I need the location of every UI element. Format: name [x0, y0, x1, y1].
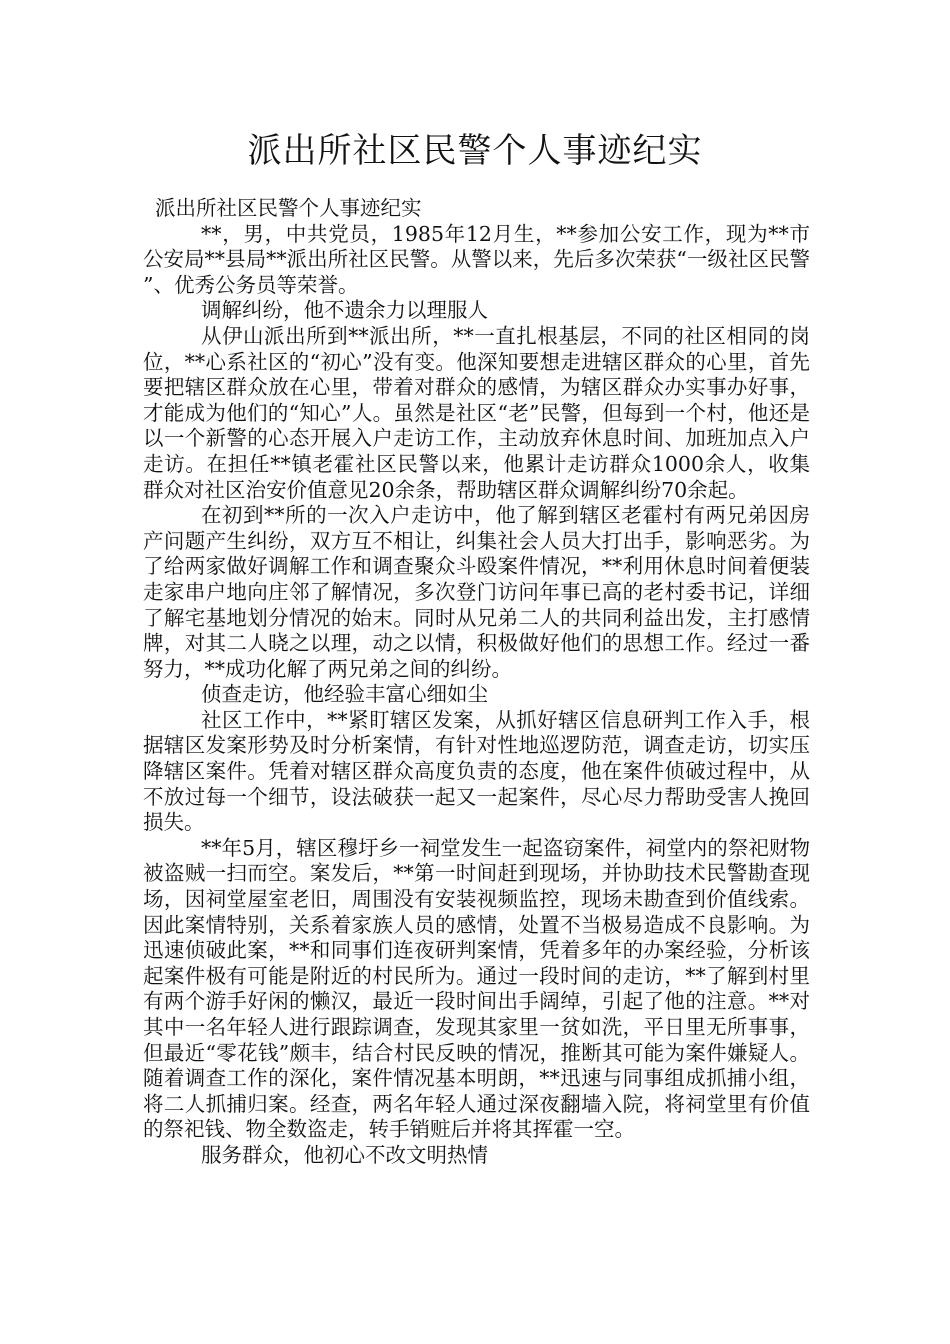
paragraph-mediation-community: 从伊山派出所到**派出所，**一直扎根基层，不同的社区相同的岗位，**心系社区的“初心”没有变。他深知要想走进辖区群众的心里，首先要把辖区群众放在心里，带着对群众的感情，为辖区群众办实事办好事，才能成为他们的“知心”人。虽然是社区“老”民警，但每到一个村，他还是以一个新警的心态开展入户走访工作，主动放弃休息时间、加班加点入户走访。在担任**镇老霍社区民警以来，他累计走访群众1000余人，收集群众对社区治安价值意见20余条，帮助辖区群众调解纠纷70余起。	[143, 323, 810, 502]
document-title: 派出所社区民警个人事迹纪实	[247, 131, 703, 171]
paragraph-introduction: **，男，中共党员，1985年12月生，**参加公安工作，现为**市公安局**县局**派出所社区民警。从警以来，先后多次荣获“一级社区民警”、优秀公务员等荣誉。	[143, 221, 810, 297]
section-heading-investigation: 侦查走访，他经验丰富心细如尘	[201, 682, 488, 707]
paragraph-investigation-case: **年5月，辖区穆圩乡一祠堂发生一起盗窃案件，祠堂内的祭祀财物被盗贼一扫而空。案发后，**第一时间赶到现场，并协助技术民警勘查现场，因祠堂屋室老旧，周围没有安装视频监控，现场未勘查到价值线索。因此案情特别，关系着家族人员的感情，处置不当极易造成不良影响。为迅速侦破此案，**和同事们连夜研判案情，凭着多年的办案经验，分析该起案件极有可能是附近的村民所为。通过一段时间的走访，**了解到村里有两个游手好闲的懒汉，最近一段时间出手阔绰，引起了他的注意。**对其中一名年轻人进行跟踪调查，发现其家里一贫如洗，平日里无所事事，但最近“零花钱”颇丰，结合村民反映的情况，推断其可能为案件嫌疑人。随着调查工作的深化，案件情况基本明朗，**迅速与同事组成抓捕小组，将二人抓捕归案。经查，两名年轻人通过深夜翻墙入院，将祠堂里有价值的祭祀钱、物全数盗走，转手销赃后并将其挥霍一空。	[143, 835, 810, 1142]
paragraph-investigation-work: 社区工作中，**紧盯辖区发案，从抓好辖区信息研判工作入手，根据辖区发案形势及时分析案情，有针对性地巡逻防范，调查走访，切实压降辖区案件。凭着对辖区群众高度负责的态度，他在案件侦破过程中，从不放过每一个细节，设法破获一起又一起案件，尽心尽力帮助受害人挽回损失。	[143, 707, 810, 835]
document-body	[143, 196, 810, 1169]
section-heading-mediation: 调解纠纷，他不遗余力以理服人	[201, 298, 488, 323]
paragraph-repeated-title: 派出所社区民警个人事迹纪实	[155, 196, 422, 220]
section-heading-service: 服务群众，他初心不改文明热情	[201, 1142, 488, 1167]
paragraph-mediation-brothers: 在初到**所的一次入户走访中，他了解到辖区老霍村有两兄弟因房产问题产生纠纷，双方互不相让，纠集社会人员大打出手，影响恶劣。为了给两家做好调解工作和调查聚众斗殴案件情况，**利用休息时间着便装走家串户地向庄邻了解情况，多次登门访问年事已高的老村委书记，详细了解宅基地划分情况的始末。同时从兄弟二人的共同利益出发，主打感情牌，对其二人晓之以理，动之以情，积极做好他们的思想工作。经过一番努力，**成功化解了两兄弟之间的纠纷。	[143, 503, 810, 681]
